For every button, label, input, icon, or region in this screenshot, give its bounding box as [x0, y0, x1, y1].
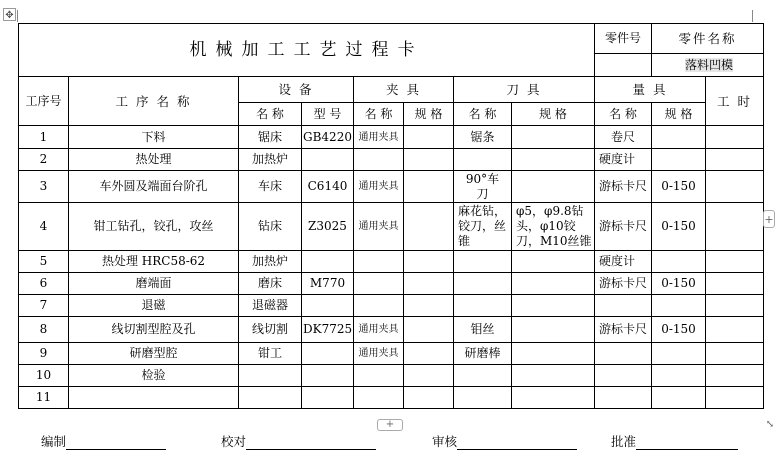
cell-fixture-name[interactable]	[354, 251, 404, 273]
cell-tool-name[interactable]: 钼丝	[454, 317, 512, 343]
header-equipment-name: 名 称	[239, 103, 302, 126]
cell-tool-spec[interactable]	[512, 273, 595, 295]
cell-time[interactable]	[706, 149, 764, 171]
cell-fixture-spec[interactable]	[404, 387, 454, 409]
cell-fixture-spec[interactable]	[404, 317, 454, 343]
header-gauge-spec: 规 格	[652, 103, 706, 126]
cell-equipment-model[interactable]: DK7725	[302, 317, 354, 343]
cell-equipment-name[interactable]	[239, 365, 302, 387]
table-row	[19, 343, 764, 365]
cell-gauge-spec[interactable]	[652, 149, 706, 171]
cell-step-name[interactable]: 线切割型腔及孔	[69, 317, 239, 343]
cell-tool-name[interactable]: 90°车刀	[454, 171, 512, 203]
cell-equipment-name[interactable]: 磨床	[239, 273, 302, 295]
cell-step-name[interactable]: 钳工钻孔，铰孔，攻丝	[69, 203, 239, 251]
cell-tool-name[interactable]: 麻花钻，铰刀，丝锥	[454, 203, 512, 251]
cell-time[interactable]	[706, 365, 764, 387]
cell-fixture-spec[interactable]	[404, 171, 454, 203]
cell-fixture-name[interactable]	[354, 365, 404, 387]
cell-fixture-spec[interactable]	[404, 126, 454, 149]
cell-fixture-spec[interactable]	[404, 149, 454, 171]
cell-equipment-name[interactable]: 加热炉	[239, 251, 302, 273]
table-row	[19, 317, 764, 343]
cell-gauge-name[interactable]	[595, 295, 652, 317]
cell-fixture-spec[interactable]	[404, 273, 454, 295]
cell-fixture-name[interactable]: 通用夹具	[354, 203, 404, 251]
cell-tool-name[interactable]	[454, 387, 512, 409]
signature-approved-line[interactable]	[636, 435, 738, 450]
add-row-plus-icon[interactable]: +	[377, 419, 403, 431]
cell-equipment-model[interactable]: C6140	[302, 171, 354, 203]
card-title: 机械加工工艺过程卡	[19, 24, 595, 77]
cell-tool-spec[interactable]	[512, 171, 595, 203]
table-move-icon[interactable]: ✥	[3, 8, 16, 21]
cell-equipment-model[interactable]: GB4220	[302, 126, 354, 149]
table-row	[19, 387, 764, 409]
cell-fixture-name[interactable]	[354, 295, 404, 317]
signature-reviewed-label: 审核	[432, 434, 458, 449]
header-tool-spec: 规 格	[512, 103, 595, 126]
cell-gauge-name[interactable]	[595, 387, 652, 409]
cell-tool-name[interactable]	[454, 365, 512, 387]
cell-fixture-name[interactable]	[354, 273, 404, 295]
cell-tool-name[interactable]: 锯条	[454, 126, 512, 149]
cell-gauge-spec[interactable]	[652, 365, 706, 387]
cell-time[interactable]	[706, 126, 764, 149]
cell-equipment-model[interactable]	[302, 343, 354, 365]
signature-prepared-label: 编制	[41, 434, 67, 449]
cell-step-no[interactable]: 6	[19, 273, 69, 295]
cell-step-name[interactable]: 研磨型腔	[69, 343, 239, 365]
cell-step-name[interactable]: 退磁	[69, 295, 239, 317]
signature-prepared-line[interactable]	[66, 435, 166, 450]
cell-gauge-name[interactable]: 游标卡尺	[595, 273, 652, 295]
cell-equipment-name[interactable]: 退磁器	[239, 295, 302, 317]
cell-equipment-name[interactable]: 钻床	[239, 203, 302, 251]
cell-equipment-name[interactable]: 车床	[239, 171, 302, 203]
cell-step-no[interactable]: 5	[19, 251, 69, 273]
cell-tool-spec[interactable]	[512, 149, 595, 171]
cell-gauge-spec[interactable]	[652, 343, 706, 365]
table-row	[19, 251, 764, 273]
header-tool: 刀 具	[454, 77, 595, 103]
cell-time[interactable]	[706, 343, 764, 365]
cell-fixture-spec[interactable]	[404, 295, 454, 317]
signature-checked	[221, 432, 376, 450]
cell-gauge-spec[interactable]	[652, 295, 706, 317]
cell-gauge-spec[interactable]: 0-150	[652, 317, 706, 343]
cell-step-no[interactable]: 10	[19, 365, 69, 387]
cell-step-no[interactable]: 9	[19, 343, 69, 365]
part-name-value-cell[interactable]	[652, 54, 764, 77]
cell-tool-spec[interactable]	[512, 295, 595, 317]
header-fixture-spec: 规 格	[404, 103, 454, 126]
header-step-no: 工序号	[19, 77, 69, 126]
cell-gauge-spec[interactable]	[652, 126, 706, 149]
cell-tool-spec[interactable]	[512, 251, 595, 273]
cell-step-no[interactable]: 3	[19, 171, 69, 203]
cell-equipment-model[interactable]: M770	[302, 273, 354, 295]
part-no-label: 零件号	[595, 24, 652, 54]
header-tool-name: 名 称	[454, 103, 512, 126]
cell-time[interactable]	[706, 171, 764, 203]
cell-time[interactable]	[706, 273, 764, 295]
cell-gauge-name[interactable]: 硬度计	[595, 149, 652, 171]
cell-equipment-model[interactable]	[302, 251, 354, 273]
cell-step-name[interactable]: 热处理	[69, 149, 239, 171]
header-equipment: 设 备	[239, 77, 354, 103]
part-no-value[interactable]	[595, 54, 652, 77]
signature-prepared	[41, 432, 166, 450]
cell-step-name[interactable]: 下料	[69, 126, 239, 149]
cell-equipment-name[interactable]: 钳工	[239, 343, 302, 365]
cell-step-name[interactable]: 磨端面	[69, 273, 239, 295]
table-row	[19, 365, 764, 387]
cell-step-no[interactable]: 1	[19, 126, 69, 149]
cell-step-name[interactable]	[69, 387, 239, 409]
cell-gauge-name[interactable]: 硬度计	[595, 251, 652, 273]
cell-gauge-name[interactable]: 游标卡尺	[595, 171, 652, 203]
signature-footer	[0, 432, 783, 452]
header-fixture-name: 名 称	[354, 103, 404, 126]
cell-gauge-spec[interactable]: 0-150	[652, 273, 706, 295]
cell-step-name[interactable]: 车外圆及端面台阶孔	[69, 171, 239, 203]
cell-fixture-spec[interactable]	[404, 251, 454, 273]
cell-tool-name[interactable]	[454, 273, 512, 295]
cell-gauge-name[interactable]: 游标卡尺	[595, 203, 652, 251]
header-gauge: 量 具	[595, 77, 706, 103]
cell-step-no[interactable]: 2	[19, 149, 69, 171]
cell-step-no[interactable]: 8	[19, 317, 69, 343]
signature-approved-label: 批准	[611, 434, 637, 449]
header-fixture: 夹 具	[354, 77, 454, 103]
header-gauge-name: 名 称	[595, 103, 652, 126]
process-card-table	[18, 23, 764, 409]
signature-reviewed	[432, 432, 577, 450]
cell-fixture-spec[interactable]	[404, 203, 454, 251]
cell-fixture-name[interactable]: 通用夹具	[354, 126, 404, 149]
cell-equipment-model[interactable]	[302, 365, 354, 387]
cell-step-name[interactable]: 热处理 HRC58-62	[69, 251, 239, 273]
cell-gauge-name[interactable]	[595, 365, 652, 387]
table-row	[19, 171, 764, 203]
signature-checked-line[interactable]	[246, 435, 376, 450]
signature-approved	[611, 432, 738, 450]
cell-tool-name[interactable]	[454, 295, 512, 317]
cell-fixture-name[interactable]: 通用夹具	[354, 171, 404, 203]
cell-tool-spec[interactable]	[512, 317, 595, 343]
cell-gauge-spec[interactable]: 0-150	[652, 203, 706, 251]
cell-equipment-model[interactable]	[302, 295, 354, 317]
header-step-name: 工 序 名 称	[69, 77, 239, 126]
cell-fixture-name[interactable]: 通用夹具	[354, 317, 404, 343]
cell-fixture-name[interactable]: 通用夹具	[354, 343, 404, 365]
cell-fixture-name[interactable]	[354, 149, 404, 171]
part-name-value: 落料凹模	[685, 57, 734, 72]
cell-equipment-model[interactable]	[302, 149, 354, 171]
cell-gauge-spec[interactable]	[652, 387, 706, 409]
cell-time[interactable]	[706, 203, 764, 251]
cell-time[interactable]	[706, 317, 764, 343]
cell-gauge-spec[interactable]: 0-150	[652, 171, 706, 203]
cell-fixture-spec[interactable]	[404, 343, 454, 365]
cell-equipment-name[interactable]: 线切割	[239, 317, 302, 343]
cell-step-no[interactable]: 11	[19, 387, 69, 409]
cell-tool-name[interactable]: 研磨棒	[454, 343, 512, 365]
cell-gauge-spec[interactable]	[652, 251, 706, 273]
cell-tool-name[interactable]	[454, 149, 512, 171]
part-name-label: 零件名称	[652, 24, 764, 54]
signature-reviewed-line[interactable]	[457, 435, 577, 450]
cell-tool-spec[interactable]	[512, 365, 595, 387]
cell-step-name[interactable]: 检验	[69, 365, 239, 387]
cell-step-no[interactable]: 7	[19, 295, 69, 317]
cell-time[interactable]	[706, 295, 764, 317]
table-row	[19, 273, 764, 295]
add-column-plus-icon[interactable]: +	[763, 210, 775, 228]
cell-gauge-name[interactable]: 卷尺	[595, 126, 652, 149]
cell-tool-spec[interactable]	[512, 343, 595, 365]
cell-tool-spec[interactable]	[512, 387, 595, 409]
cell-time[interactable]	[706, 387, 764, 409]
table-resize-icon[interactable]: ⤡	[765, 419, 775, 430]
cell-fixture-name[interactable]	[354, 387, 404, 409]
signature-checked-label: 校对	[221, 434, 247, 449]
cell-equipment-name[interactable]: 加热炉	[239, 149, 302, 171]
page-corner-marks	[17, 10, 767, 22]
table-row	[19, 295, 764, 317]
cell-step-no[interactable]: 4	[19, 203, 69, 251]
header-equipment-model: 型 号	[302, 103, 354, 126]
cell-tool-name[interactable]	[454, 251, 512, 273]
header-time: 工 时	[706, 77, 764, 126]
cell-gauge-name[interactable]	[595, 343, 652, 365]
cell-tool-spec[interactable]	[512, 126, 595, 149]
table-row	[19, 126, 764, 149]
table-row	[19, 203, 764, 251]
cell-gauge-name[interactable]: 游标卡尺	[595, 317, 652, 343]
cell-fixture-spec[interactable]	[404, 365, 454, 387]
cell-equipment-model[interactable]	[302, 387, 354, 409]
cell-tool-spec[interactable]: φ5，φ9.8钻头，φ10铰刀，M10丝锥	[512, 203, 595, 251]
cell-equipment-model[interactable]: Z3025	[302, 203, 354, 251]
cell-equipment-name[interactable]	[239, 387, 302, 409]
table-row	[19, 149, 764, 171]
cell-equipment-name[interactable]: 锯床	[239, 126, 302, 149]
cell-time[interactable]	[706, 251, 764, 273]
